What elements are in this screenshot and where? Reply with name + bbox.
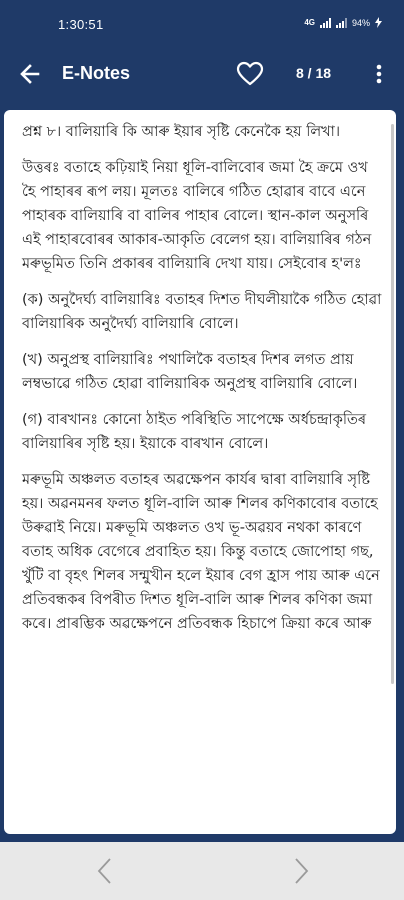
status-indicators (304, 17, 382, 28)
dune-type-transverse: (খ) অনুপ্ৰস্থ বালিয়াৰিঃ পথালিকৈ বতাহৰ দিশৰ লগত প্ৰায় লম্বভাৱে গঠিত হোৱা বালিয়াৰিক অনুপ্ৰস্থ বালিয়াৰি বোলে। (22, 352, 358, 392)
back-button[interactable] (18, 62, 44, 86)
charging-bolt-icon (375, 17, 382, 28)
formation-paragraph: মৰুভূমি অঞ্চলত বতাহৰ অৱক্ষেপন কাৰ্যৰ দ্বাৰা বালিয়াৰি সৃষ্টি হয়। অৱনমনৰ ফলত ধূলি-বালি আৰু শিলৰ কণিকাবোৰ বতাহে উৰুৱাই নিয়ে। মৰুভূমি অঞ্চলত ওখ ভূ-অৱয়ব নথকা কাৰণে বতাহ অধিক বেগেৰে প্ৰবাহিত হয়। কিন্তু বতাহে জোপোহা গছ, খুঁটি বা বৃহৎ শিলৰ সন্মুখীন হলে ইয়াৰ বেগ হ্ৰাস পায় আৰু এনে প্ৰতিবন্ধকৰ বিপৰীত দিশত ধূলি-বালি আৰু শিলৰ কণিকা জমা কৰে। প্ৰাৰম্ভিক অৱক্ষেপনে প্ৰতিবন্ধক হিচাপে ক্ৰিয়া কৰে আৰু (22, 472, 380, 632)
heart-outline-icon (236, 61, 264, 87)
overflow-menu-button[interactable] (370, 62, 388, 86)
arrow-left-icon (18, 62, 44, 86)
signal-strength-secondary-icon (336, 18, 347, 28)
dune-type-barchan: (গ) বাৰখানঃ কোনো ঠাইত পৰিস্থিতি সাপেক্ষে অৰ্ধচন্দ্ৰাকৃতিৰ বালিয়াৰিৰ সৃষ্টি হয়। ইয়াকে বাৰখান বোলে। (22, 412, 367, 452)
scrollbar-thumb[interactable] (391, 124, 394, 684)
app-title: E-Notes (62, 63, 131, 83)
note-content-card[interactable] (4, 110, 396, 834)
signal-strength-icon (320, 18, 331, 28)
bottom-navigation (0, 842, 404, 900)
more-vert-icon (370, 62, 388, 86)
chevron-right-icon (284, 852, 318, 890)
previous-page-button[interactable] (88, 852, 122, 890)
battery-percentage: 94% (351, 17, 370, 28)
network-type-label: 4G (304, 17, 315, 27)
status-bar (0, 0, 404, 52)
status-time: 1:30:51 (58, 17, 104, 32)
answer-paragraph: উত্তৰঃ বতাহে কঢ়িয়াই নিয়া ধূলি-বালিবোৰ জমা হৈ ক্ৰমে ওখ হৈ পাহাৰৰ ৰূপ লয়। মূলতঃ বালিৰে গঠিত হোৱাৰ বাবে এনে পাহাৰক বালিয়াৰি বা বালিৰ পাহাৰ বোলে। স্থান-কাল অনুসৰি এই পাহাৰবোৰৰ আকাৰ-আকৃতি বেলেগ হয়। বালিয়াৰিৰ গঠন মৰুভূমিত তিনি প্ৰকাৰৰ বালিয়াৰি দেখা যায়। সেইবোৰ হ'লঃ (22, 160, 372, 272)
next-page-button[interactable] (284, 852, 318, 890)
dune-type-longitudinal: (ক) অনুদৈৰ্ঘ্য বালিয়াৰিঃ বতাহৰ দিশত দীঘলীয়াকৈ গঠিত হোৱা বালিয়াৰিক অনুদৈৰ্ঘ্য বালিয়াৰি বোলে। (22, 292, 382, 332)
app-bar (0, 52, 404, 96)
question-heading: প্ৰশ্ন ৮। বালিয়াৰি কি আৰু ইয়াৰ সৃষ্টি কেনেকৈ হয় লিখা। (22, 124, 341, 140)
favorite-button[interactable] (236, 61, 264, 87)
note-text (4, 110, 396, 636)
chevron-left-icon (88, 852, 122, 890)
page-counter: 8 / 18 (296, 65, 332, 81)
